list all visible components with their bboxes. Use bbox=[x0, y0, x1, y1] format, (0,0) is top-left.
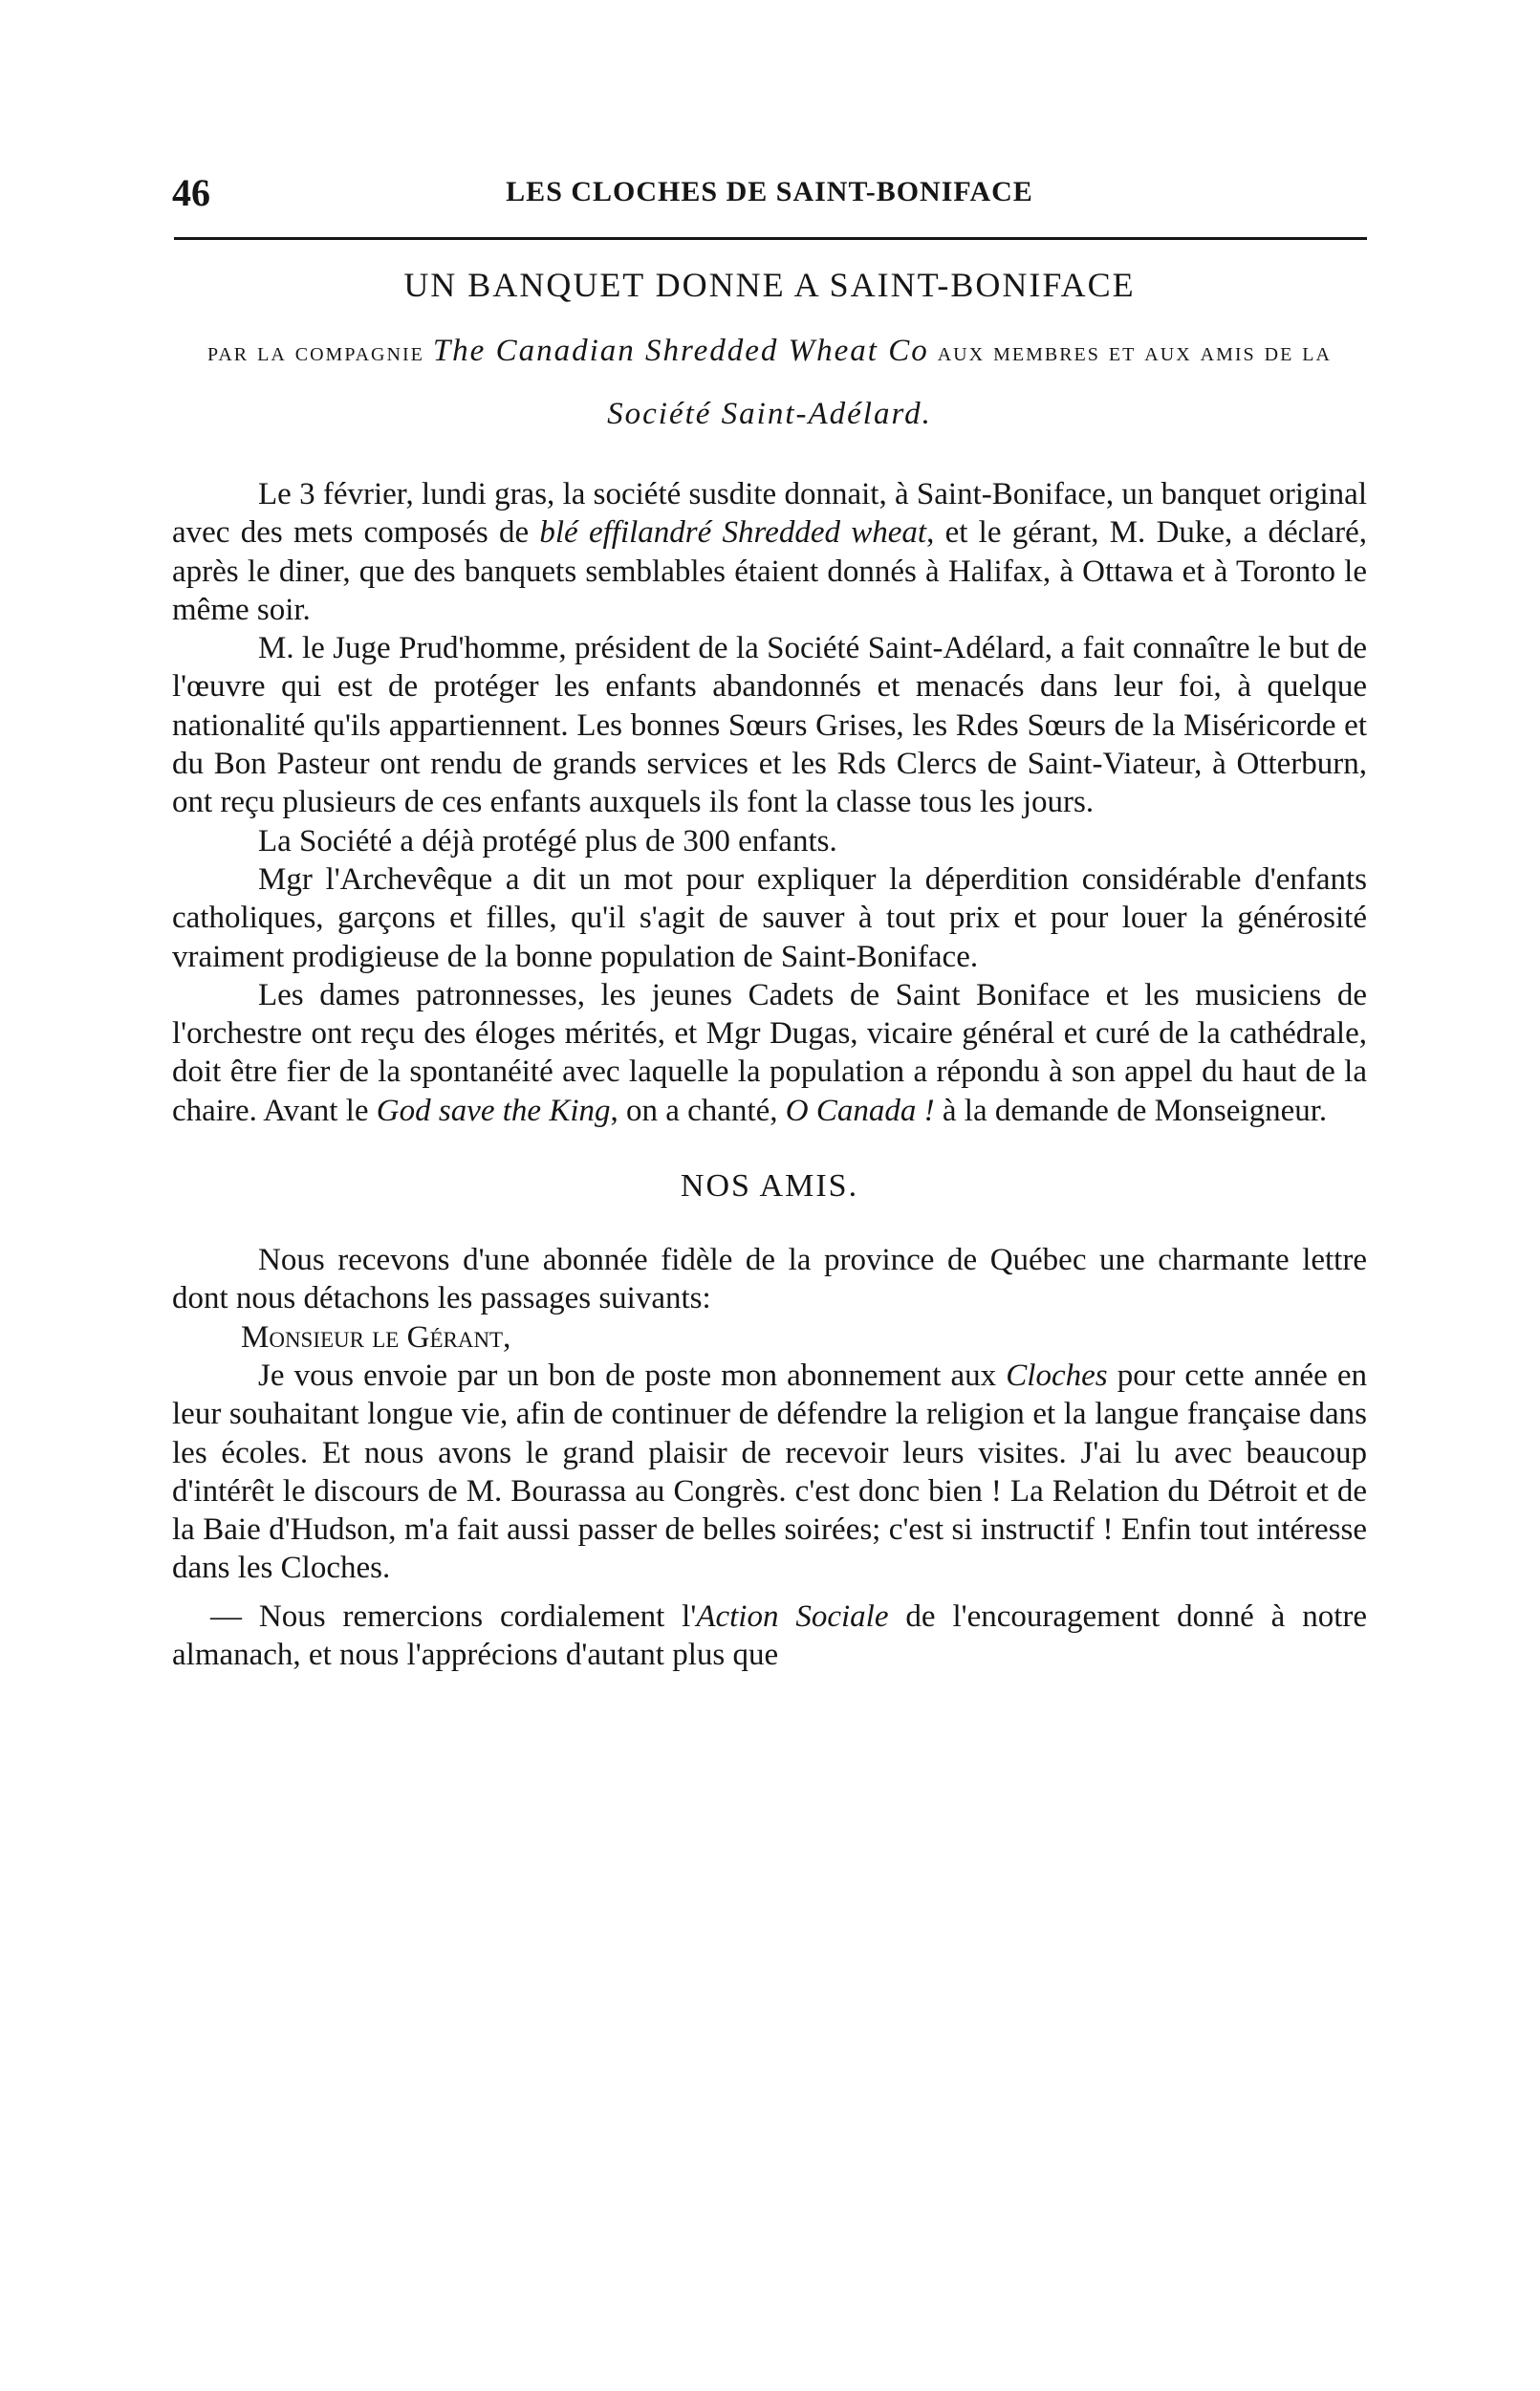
paragraph-text: de l'encouragement donné à notre almanach, et nous l'apprécions d'autant plus que bbox=[172, 1598, 1368, 1673]
paragraph-text: , on a chanté, bbox=[610, 1093, 786, 1128]
page bbox=[172, 170, 1367, 1674]
letter-body bbox=[172, 1357, 1367, 1588]
article-title: UN BANQUET DONNE A SAINT-BONIFACE bbox=[403, 266, 1136, 304]
header-rule bbox=[174, 237, 1367, 240]
page-number: 46 bbox=[172, 171, 210, 214]
paragraph-text: — Nous remercions cordialement l' bbox=[210, 1598, 697, 1634]
paragraph-italic: O Canada ! bbox=[785, 1093, 935, 1128]
paragraph-text: à la demande de Monseigneur. bbox=[934, 1093, 1328, 1128]
paragraph-text: , et le gérant, M. Duke, a déclaré, après le diner, que des banquets semblables étaient donnés à Halifax, à Ottawa et à Toronto le même soir. bbox=[172, 515, 1367, 627]
byline-prefix: par la compagnie bbox=[207, 337, 433, 367]
paragraph-society: M. le Juge Prud'homme, président de la Société Saint-Adélard, a fait connaître le but de l'œuvre qui est de protéger les enfants abandonnés et menacés dans leur foi, à quelque nationalité qu'ils appartiennent. Les bonnes Sœurs Grises, les Rdes Sœurs de la Miséricorde et du Bon Pasteur ont rendu de grands services et les Rds Clercs de Saint-Viateur, à Otterburn, ont reçu plusieurs de ces enfants auxquels ils font la classe tous les jours. bbox=[172, 631, 1367, 820]
byline-society: Société Saint-Adélard. bbox=[607, 397, 932, 431]
paragraph-count: La Société a déjà protégé plus de 300 enfants. bbox=[258, 823, 837, 859]
paragraph-text: pour cette année en leur souhaitant longue vie, afin de continuer de défendre la religion et la langue française dans les écoles. Et nous avons le grand plaisir de recevoir leurs visites. J'ai lu avec beaucoup d'intérêt le discours de M. Bourassa au Congrès. c'est donc bien ! La Relation du Détroit et de la Baie d'Hudson, m'a fait aussi passer de belles soirées; c'est si instructif ! Enfin tout intéresse dans les Cloches. bbox=[172, 1358, 1368, 1586]
paragraph-italic: blé effilandré Shredded wheat bbox=[539, 515, 927, 551]
section-title: NOS AMIS. bbox=[680, 1168, 859, 1205]
byline-company: The Canadian Shredded Wheat Co bbox=[432, 334, 929, 368]
paragraph-text: Les dames patronnesses, les jeunes Cadets de Saint Boniface et les musiciens de l'orchestre ont reçu des éloges mérités, et Mgr Dugas, vicaire général et curé de la cathédrale, doit être fier de la spontanéité avec laquelle la population a répondu à son appel du haut de la chaire. Avant le bbox=[172, 977, 1367, 1128]
paragraph-text: Je vous envoie par un bon de poste mon abonnement aux bbox=[258, 1358, 1007, 1393]
paragraph-banquet bbox=[172, 475, 1367, 629]
running-title: LES CLOCHES DE SAINT-BONIFACE bbox=[506, 176, 1033, 207]
article-byline bbox=[172, 320, 1367, 446]
paragraph-italic: Cloches bbox=[1006, 1358, 1108, 1393]
paragraph-italic: Action Sociale bbox=[696, 1598, 889, 1634]
letter-salutation: Monsieur le Gérant, bbox=[241, 1319, 511, 1355]
paragraph-note bbox=[172, 1598, 1367, 1675]
paragraph-intro: Nous recevons d'une abonnée fidèle de la province de Québec une charmante lettre dont nous détachons les passages suivants: bbox=[172, 1243, 1367, 1316]
paragraph-text: Le 3 février, lundi gras, la société susdite donnait, à Saint-Boniface, un banquet original avec des mets composés de bbox=[172, 477, 1367, 551]
paragraph-archbishop: Mgr l'Archevêque a dit un mot pour expliquer la déperdition considérable d'enfants catholiques, garçons et filles, qu'il s'agit de sauver à tout prix et pour louer la générosité vraiment prodigieuse de la bonne population de Saint-Boniface. bbox=[172, 861, 1367, 974]
paragraph-italic: God save the King bbox=[376, 1093, 611, 1128]
running-header bbox=[172, 170, 1367, 224]
paragraph-patronesses bbox=[172, 976, 1367, 1130]
byline-middle: aux membres et aux amis de la bbox=[928, 337, 1332, 367]
